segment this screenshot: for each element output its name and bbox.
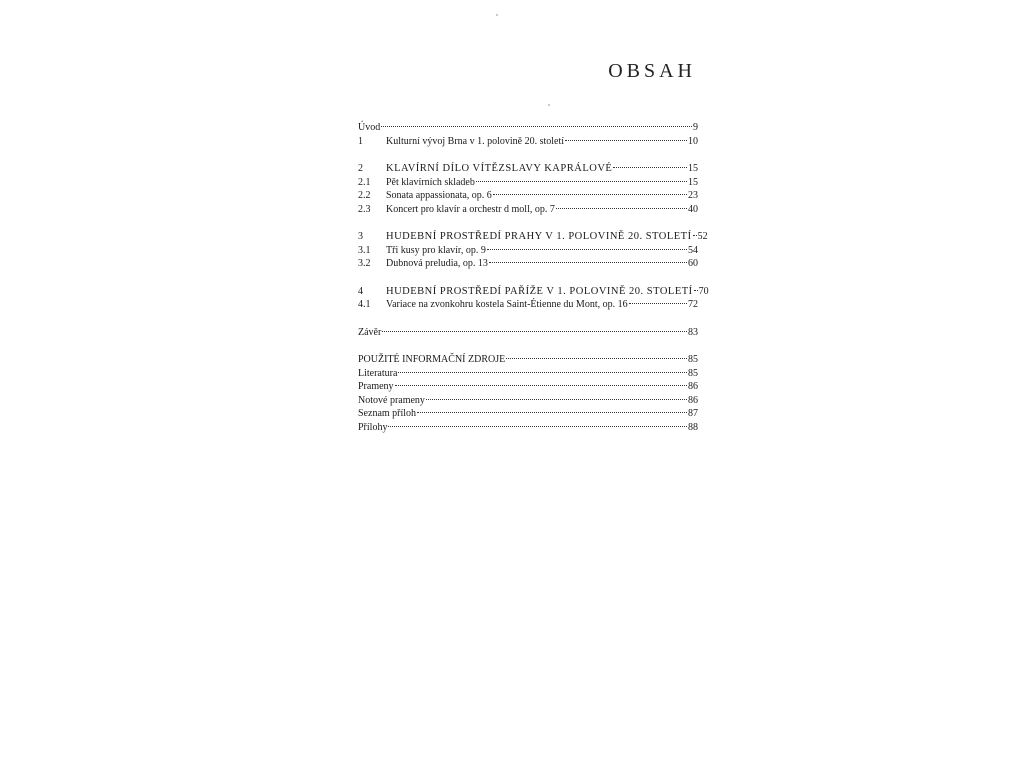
toc-entry-page-number: 52 [697, 231, 708, 242]
toc-entry-page-number: 10 [688, 135, 698, 147]
dot-leader [694, 290, 698, 291]
toc-entry-page-number: 72 [688, 299, 698, 310]
dot-leader [382, 331, 687, 332]
toc-entry-page-number: 40 [688, 203, 698, 215]
toc-entry [358, 203, 698, 217]
toc-entry-page-number: 86 [688, 394, 698, 406]
scan-speck [496, 14, 498, 16]
toc-section [358, 353, 698, 434]
toc-entry-page-number: 54 [688, 244, 698, 256]
toc-entry-title: Notové prameny [358, 394, 425, 406]
toc-entry-page-number: 83 [688, 326, 698, 338]
dot-leader [489, 262, 687, 263]
dot-leader [693, 235, 697, 236]
dot-leader [613, 167, 687, 168]
toc-entry [358, 176, 698, 190]
toc-entry-title: Dubnová preludia, op. 13 [386, 258, 488, 269]
scan-speck [548, 104, 550, 106]
toc-entry-title: HUDEBNÍ PROSTŘEDÍ PRAHY V 1. POLOVINĚ 20. STOLETÍ [386, 231, 692, 242]
dot-leader [487, 249, 687, 250]
toc-entry [358, 257, 698, 271]
dot-leader [476, 181, 687, 182]
toc-entry [358, 285, 709, 299]
toc-entry-title: Úvod [358, 122, 381, 133]
toc-entry-title: Variace na zvonkohru kostela Saint-Étienne du Mont, op. 16 [386, 299, 628, 310]
toc-entry-page-number: 15 [688, 163, 698, 174]
toc-entry [358, 407, 698, 421]
toc-entry-number: 3.2 [358, 258, 371, 269]
toc-entry-title: HUDEBNÍ PROSTŘEDÍ PAŘÍŽE V 1. POLOVINĚ 20. STOLETÍ [386, 285, 693, 297]
toc-entry [358, 298, 698, 312]
dot-leader [629, 303, 687, 304]
toc-entry-page-number: 86 [688, 381, 698, 392]
toc-entry-title: Sonata appassionata, op. 6 [386, 190, 492, 201]
toc-entry-title: Seznam příloh [358, 408, 417, 419]
dot-leader [398, 372, 687, 373]
toc-entry [358, 121, 698, 135]
table-of-contents [358, 121, 709, 448]
toc-section [358, 162, 698, 216]
toc-entry-page-number: 15 [688, 176, 698, 188]
toc-entry-title: Pět klavírních skladeb [386, 176, 475, 188]
toc-entry [358, 135, 698, 149]
toc-entry [358, 162, 698, 176]
toc-entry-page-number: 85 [688, 354, 698, 365]
dot-leader [426, 399, 687, 400]
toc-entry-page-number: 23 [688, 190, 698, 201]
toc-entry-number: 3.1 [358, 244, 371, 256]
toc-entry [358, 421, 698, 435]
dot-leader [565, 140, 687, 141]
toc-section [358, 230, 708, 271]
toc-entry [358, 353, 698, 367]
page-title: OBSAH [608, 60, 696, 82]
toc-entry-number: 3 [358, 231, 363, 242]
toc-entry-page-number: 70 [698, 285, 709, 297]
toc-entry-title: KLAVÍRNÍ DÍLO VÍTĚZSLAVY KAPRÁLOVÉ [386, 163, 613, 174]
toc-entry-number: 2.3 [358, 203, 371, 215]
toc-section [358, 285, 709, 312]
toc-section [358, 121, 698, 148]
dot-leader [417, 412, 687, 413]
toc-entry-page-number: 60 [688, 258, 698, 269]
dot-leader [556, 208, 687, 209]
toc-entry-title: Koncert pro klavír a orchestr d moll, op. 7 [386, 203, 555, 215]
toc-entry-page-number: 87 [688, 408, 698, 419]
toc-entry-number: 1 [358, 135, 363, 147]
toc-entry-page-number: 88 [688, 421, 698, 433]
toc-entry-title: Závěr [358, 326, 382, 338]
toc-entry-page-number: 9 [693, 122, 698, 133]
dot-leader [388, 426, 687, 427]
toc-entry [358, 367, 698, 381]
toc-entry-title: POUŽITÉ INFORMAČNÍ ZDROJE [358, 354, 506, 365]
dot-leader [395, 385, 687, 386]
dot-leader [506, 358, 687, 359]
toc-entry-title: Přílohy [358, 421, 388, 433]
toc-entry [358, 189, 698, 203]
toc-entry-number: 2.2 [358, 190, 371, 201]
toc-entry [358, 230, 708, 244]
toc-entry-title: Prameny [358, 381, 394, 392]
dot-leader [381, 126, 692, 127]
toc-entry-title: Literatura [358, 367, 398, 379]
toc-entry-number: 4.1 [358, 299, 371, 310]
toc-entry [358, 380, 698, 394]
toc-entry-page-number: 85 [688, 367, 698, 379]
toc-entry [358, 244, 698, 258]
toc-entry [358, 326, 698, 340]
toc-section [358, 326, 698, 340]
toc-entry-number: 2 [358, 163, 363, 174]
toc-entry-title: Kulturní vývoj Brna v 1. polovině 20. století [386, 135, 565, 147]
toc-entry-title: Tři kusy pro klavír, op. 9 [386, 244, 486, 256]
dot-leader [493, 194, 687, 195]
toc-entry-number: 4 [358, 285, 363, 297]
toc-entry-number: 2.1 [358, 176, 371, 188]
toc-entry [358, 394, 698, 408]
